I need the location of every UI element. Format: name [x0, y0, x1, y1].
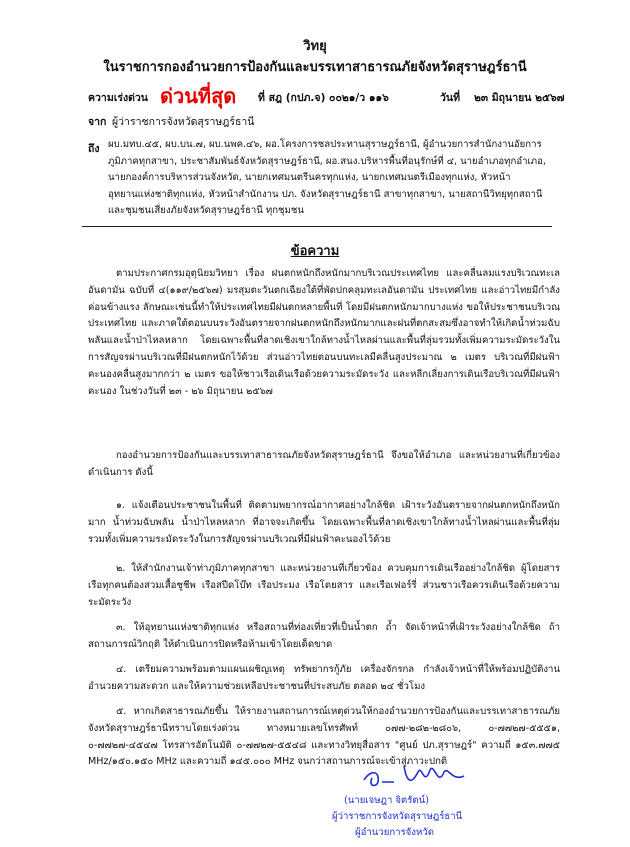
from-value: ผู้ว่าราชการจังหวัดสุราษฎร์ธานี: [112, 116, 255, 128]
signer-role: ผู้อำนวยการจังหวัด: [355, 827, 434, 838]
recipient-list: [108, 137, 560, 220]
signer-name: (นายเจษฎา จิตรัตน์): [344, 795, 429, 806]
urgency-label: ความเร่งด่วน: [88, 92, 148, 104]
date-label: วันที่: [440, 92, 460, 104]
date-value: ๒๓ มิถุนายน ๒๕๖๗: [474, 92, 565, 104]
recipient-line: นายกองค์การบริหารส่วนจังหวัด, นายกเทศมนตรีนครทุกแห่ง, นายกเทศมนตรีเมืองทุกแห่ง, หัวหน้า: [108, 172, 511, 183]
instruction-item-5: ๕. หากเกิดสาธารณภัยขึ้น ให้รายงานสถานการณ์เหตุด่วนให้กองอำนวยการป้องกันและบรรเทาสาธารณภัยจังหวัดสุราษฎร์ธานีทราบโดยเร่งด่วน ทางหมายเลขโทรศัพท์ ๐๗๗-๒๘๒-๒๘๐๖, ๐-๗๗๒๗-๕๕๕๑, ๐-๗๗๒๗-๔๕๔๗ โทรสารอัตโนมัติ ๐-๗๗๒๗-๕๕๔๘ และทางวิทยุสื่อสาร "ศูนย์ ปภ.สุราษฎร์" ความถี่ ๑๕๓.๗๗๕ MHz/๑๕๐.๑๕๐ MHz และความถี่ ๑๔๕.๐๐๐ MHz จนกว่าสถานการณ์จะเข้าสู่ภาวะปกติ: [88, 706, 560, 768]
paragraph-request: กองอำนวยการป้องกันและบรรเทาสาธารณภัยจังหวัดสุราษฎร์ธานี จึงขอให้อำเภอ และหน่วยงานที่เกี่ยวข้องดำเนินการ ดังนี้: [88, 450, 560, 478]
reference-number: ที่ สฎ (กปภ.จ) ๐๐๒๑/ว ๑๑๖: [258, 92, 389, 104]
signer-position: ผู้ว่าราชการจังหวัดสุราษฎร์ธานี: [332, 811, 463, 822]
recipient-line: ภูมิภาคทุกสาขา, ประชาสัมพันธ์จังหวัดสุราษฎร์ธานี, ผอ.สนง.บริหารพื้นที่อนุรักษ์ที่ ๔, นายอำเภอทุกอำเภอ,: [108, 155, 546, 167]
handwritten-signature: [360, 758, 470, 794]
instruction-item-4: ๔. เตรียมความพร้อมตามแผนเผชิญเหตุ ทรัพยากรกู้ภัย เครื่องจักรกล กำลังเจ้าหน้าที่ให้พร้อมปฏิบัติงาน อำนวยความสะดวก และให้ความช่วยเหลือประชาชนที่ประสบภัย ตลอด ๒๔ ชั่วโมง: [88, 664, 560, 692]
recipient-line: ผบ.มทบ.๔๕, ผบ.บน.๗, ผบ.นพค.๔๖, ผอ.โครงการชลประทานสุราษฎร์ธานี, ผู้อำนวยการสำนักงานอัยการ: [108, 139, 542, 150]
recipient-line: อุทยานแห่งชาติทุกแห่ง, หัวหน้าสำนักงาน ปภ. จังหวัดสุราษฎร์ธานี สาขาทุกสาขา, นายสถานีวิทยุทุกสถานี: [108, 188, 543, 200]
from-label: จาก: [88, 116, 107, 128]
paragraph-announcement: ตามประกาศกรมอุตุนิยมวิทยา เรื่อง ฝนตกหนักถึงหนักมากบริเวณประเทศไทย และคลื่นลมแรงบริเวณทะเลอันดามัน ฉบับที่ ๔(๑๑๙/๒๕๖๗) มรสุมตะวันตกเฉียงใต้ที่พัดปกคลุมทะเลอันดามัน ประเทศไทย และอ่าวไทยมีกำลังค่อนข้างแรง ลักษณะเช่นนี้ทำให้ประเทศไทยมีฝนตกหลายพื้นที่ โดยมีฝนตกหนักมากบางแห่ง ขอให้ประชาชนบริเวณประเทศไทย และภาคใต้ตอนบนระวังอันตรายจากฝนตกหนักถึงหนักมากและฝนที่ตกสะสมซึ่งอาจทำให้เกิดน้ำท่วมฉับพลันและน้ำป่าไหลหลาก โดยเฉพาะพื้นที่ลาดเชิงเขาใกล้ทางน้ำไหลผ่านและพื้นที่ลุ่มรวมทั้งเพิ่มความระมัดระวังในการสัญจรผ่านบริเวณที่มีฝนตกหนักไว้ด้วย ส่วนอ่าวไทยตอนบนทะเลมีคลื่นสูงประมาณ ๒ เมตร บริเวณที่มีฝนฟ้าคะนองคลื่นสูงมากกว่า ๒ เมตร ขอให้ชาวเรือเดินเรือด้วยความระมัดระวัง และหลีกเลี่ยงการเดินเรือบริเวณที่มีฝนฟ้าคะนอง ในช่วงวันที่ ๒๓ - ๒๖ มิถุนายน ๒๕๖๗: [88, 268, 560, 397]
to-label: ถึง: [88, 143, 100, 155]
instruction-item-3: ๓. ให้อุทยานแห่งชาติทุกแห่ง หรือสถานที่ท่องเที่ยวที่เป็นน้ำตก ถ้ำ จัดเจ้าหน้าที่เฝ้าระวังอย่างใกล้ชิด ถ้าสถานการณ์วิกฤติ ให้ดำเนินการปิดหรือห้ามเข้าโดยเด็ดขาด: [88, 622, 560, 650]
divider-line: [82, 226, 552, 227]
message-heading: ข้อความ: [290, 244, 340, 259]
doc-type: วิทยุ: [303, 39, 327, 54]
office-title: ในราชการกองอำนวยการป้องกันและบรรเทาสาธารณภัยจังหวัดสุราษฎร์ธานี: [103, 60, 527, 75]
instruction-item-1: ๑. แจ้งเตือนประชาชนในพื้นที่ ติดตามพยากรณ์อากาศอย่างใกล้ชิด เฝ้าระวังอันตรายจากฝนตกหนักถึงหนักมาก น้ำท่วมฉับพลัน น้ำป่าไหลหลาก ที่อาจจะเกิดขึ้น โดยเฉพาะพื้นที่ลาดเชิงเขาใกล้ทางน้ำไหลผ่านและพื้นที่ลุ่ม รวมทั้งเพิ่มความระมัดระวังในการสัญจรผ่านบริเวณที่มีฝนฟ้าคะนองไว้ด้วย: [88, 500, 560, 545]
urgency-value: ด่วนที่สุด: [160, 84, 237, 108]
instruction-item-2: ๒. ให้สำนักงานเจ้าท่าภูมิภาคทุกสาขา และหน่วยงานที่เกี่ยวข้อง ควบคุมการเดินเรืออย่างใกล้ชิด ผู้โดยสารเรือทุกคนต้องสวมเสื้อชูชีพ เรือสปีดโบ๊ท เรือประมง เรือโดยสาร และเรือเฟอร์รี่ ส่วนชาวเรือควรเดินเรือด้วยความระมัดระวัง: [88, 563, 560, 608]
recipient-line: และชุมชนเสี่ยงภัยจังหวัดสุราษฎร์ธานี ทุกชุมชน: [108, 205, 304, 216]
